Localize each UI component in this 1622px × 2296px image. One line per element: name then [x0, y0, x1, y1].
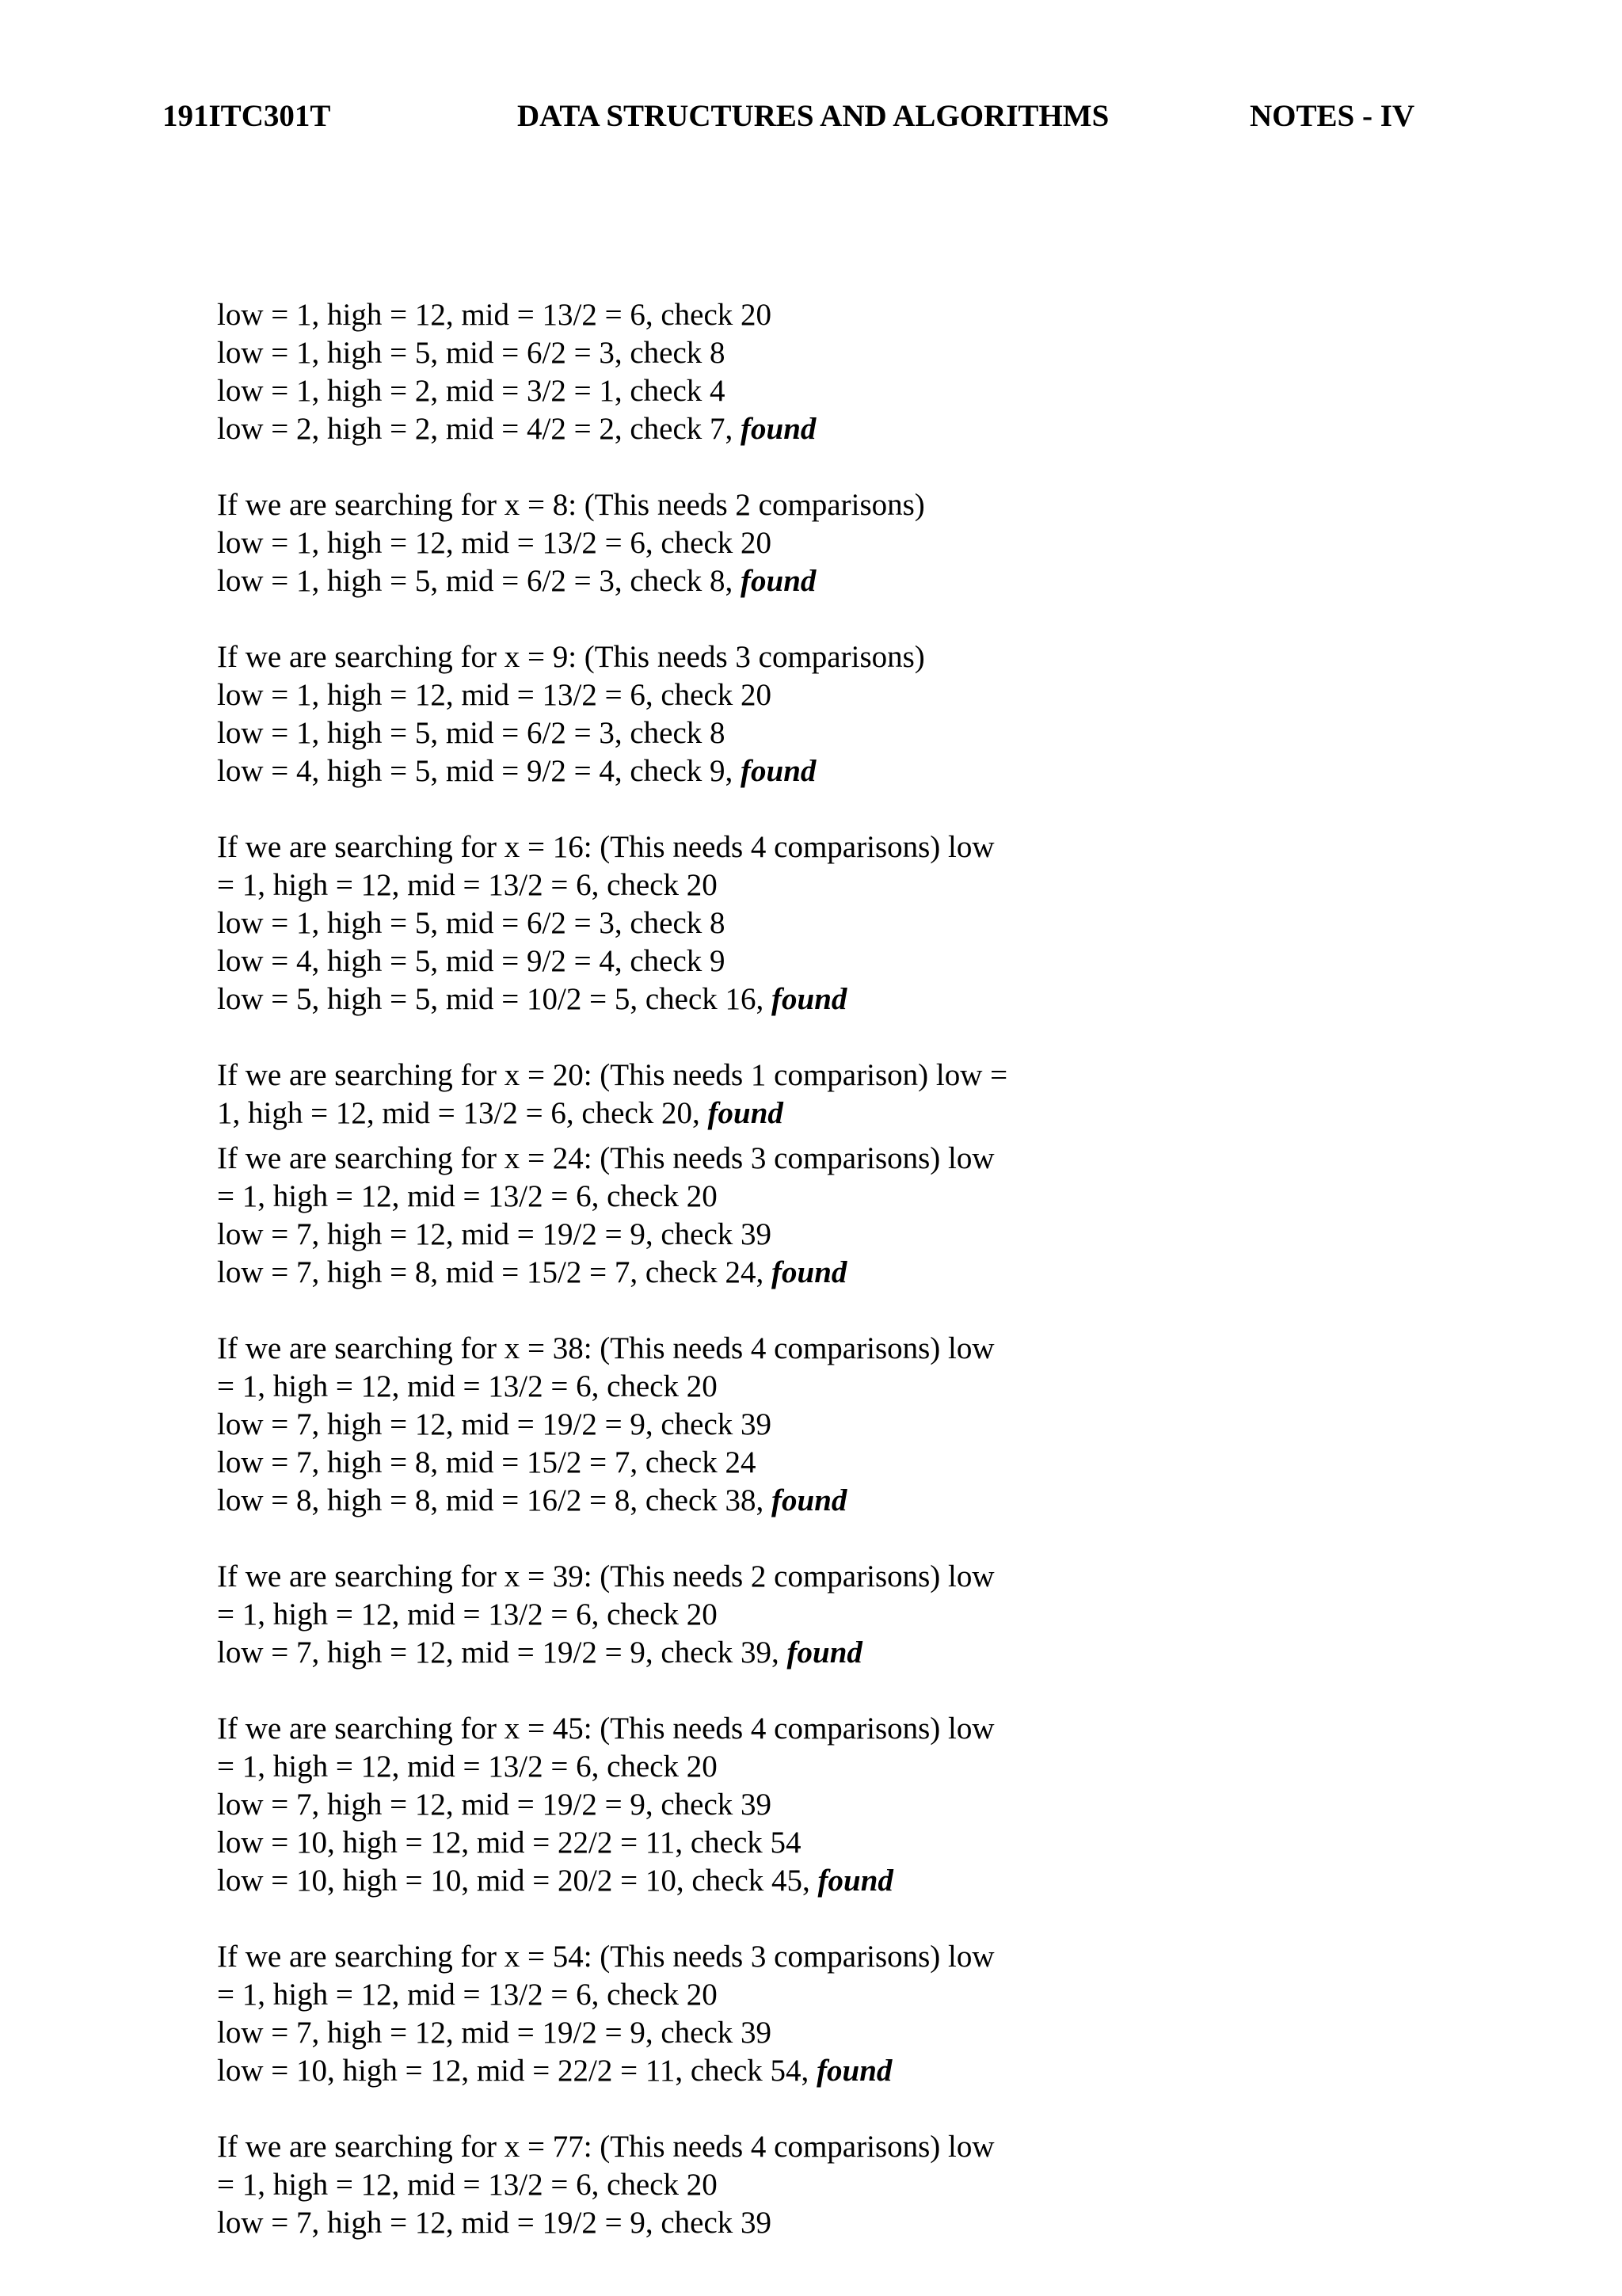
- trace-line: [217, 410, 1563, 448]
- trace-text: low = 1, high = 12, mid = 13/2 = 6, check 20: [217, 678, 772, 712]
- trace-text: low = 7, high = 12, mid = 19/2 = 9, check 39,: [217, 1635, 787, 1670]
- trace-text: If we are searching for x = 45: (This needs 4 comparisons) low: [217, 1712, 995, 1746]
- binary-search-trace: [217, 1710, 1563, 1900]
- trace-text: low = 10, high = 12, mid = 22/2 = 11, check 54,: [217, 2054, 817, 2088]
- binary-search-trace: [217, 828, 1563, 1019]
- trace-line: [217, 1482, 1563, 1520]
- found-marker: found: [771, 982, 847, 1016]
- found-marker: found: [771, 1255, 847, 1289]
- trace-text: low = 7, high = 12, mid = 19/2 = 9, check 39: [217, 1788, 772, 1822]
- trace-line: [217, 1254, 1563, 1292]
- found-marker: found: [741, 754, 817, 788]
- binary-search-trace: [217, 1558, 1563, 1672]
- trace-line: [217, 752, 1563, 790]
- trace-text: low = 8, high = 8, mid = 16/2 = 8, check 38,: [217, 1483, 772, 1517]
- trace-line: [217, 1216, 1563, 1254]
- trace-text: low = 1, high = 5, mid = 6/2 = 3, check 8,: [217, 564, 741, 598]
- trace-text: = 1, high = 12, mid = 13/2 = 6, check 20: [217, 1179, 718, 1213]
- trace-line: [217, 1330, 1563, 1368]
- trace-text: = 1, high = 12, mid = 13/2 = 6, check 20: [217, 1750, 718, 1784]
- found-marker: found: [741, 564, 817, 598]
- trace-line: [217, 1444, 1563, 1482]
- trace-line: [217, 1938, 1563, 1976]
- trace-line: [217, 1786, 1563, 1824]
- binary-search-trace: [217, 1057, 1563, 1133]
- trace-line: [217, 638, 1563, 676]
- trace-line: [217, 714, 1563, 752]
- trace-line: [217, 866, 1563, 904]
- found-marker: found: [771, 1483, 847, 1517]
- trace-line: [217, 2052, 1563, 2090]
- trace-text: = 1, high = 12, mid = 13/2 = 6, check 20: [217, 1978, 718, 2012]
- trace-line: [217, 296, 1563, 334]
- trace-line: [217, 2204, 1563, 2242]
- document-body: [217, 296, 1563, 2242]
- found-marker: found: [786, 1635, 862, 1670]
- trace-text: low = 7, high = 8, mid = 15/2 = 7, check 24: [217, 1445, 756, 1479]
- trace-line: [217, 486, 1563, 524]
- trace-text: = 1, high = 12, mid = 13/2 = 6, check 20: [217, 1369, 718, 1403]
- trace-line: [217, 828, 1563, 866]
- trace-line: [217, 2128, 1563, 2166]
- trace-text: = 1, high = 12, mid = 13/2 = 6, check 20: [217, 868, 718, 902]
- trace-line: [217, 372, 1563, 410]
- trace-text: 1, high = 12, mid = 13/2 = 6, check 20,: [217, 1096, 708, 1130]
- trace-line: [217, 1368, 1563, 1406]
- trace-line: [217, 676, 1563, 714]
- trace-text: low = 1, high = 2, mid = 3/2 = 1, check 4: [217, 374, 725, 408]
- found-marker: found: [817, 1864, 893, 1898]
- trace-line: [217, 980, 1563, 1019]
- trace-line: [217, 334, 1563, 372]
- binary-search-trace: [217, 486, 1563, 600]
- trace-text: If we are searching for x = 8: (This needs 2 comparisons): [217, 488, 925, 522]
- trace-text: If we are searching for x = 77: (This needs 4 comparisons) low: [217, 2130, 995, 2164]
- trace-text: low = 7, high = 12, mid = 19/2 = 9, check 39: [217, 2016, 772, 2050]
- binary-search-trace: [217, 638, 1563, 790]
- trace-text: If we are searching for x = 54: (This needs 3 comparisons) low: [217, 1940, 995, 1974]
- trace-text: low = 7, high = 12, mid = 19/2 = 9, check 39: [217, 1217, 772, 1251]
- binary-search-trace: [217, 296, 1563, 448]
- course-code: 191ITC301T: [162, 99, 331, 133]
- trace-line: [217, 1095, 1563, 1133]
- trace-text: = 1, high = 12, mid = 13/2 = 6, check 20: [217, 2168, 718, 2202]
- trace-line: [217, 1824, 1563, 1862]
- trace-text: If we are searching for x = 39: (This needs 2 comparisons) low: [217, 1559, 995, 1593]
- trace-line: [217, 1596, 1563, 1634]
- trace-text: low = 5, high = 5, mid = 10/2 = 5, check 16,: [217, 982, 772, 1016]
- trace-line: [217, 1140, 1563, 1178]
- trace-text: If we are searching for x = 38: (This needs 4 comparisons) low: [217, 1331, 995, 1365]
- trace-line: [217, 2014, 1563, 2052]
- notes-label: NOTES - IV: [1250, 99, 1415, 133]
- trace-line: [217, 942, 1563, 980]
- trace-line: [217, 1558, 1563, 1596]
- trace-text: low = 4, high = 5, mid = 9/2 = 4, check 9: [217, 944, 725, 978]
- binary-search-trace: [217, 1140, 1563, 1292]
- trace-line: [217, 1748, 1563, 1786]
- page-header: [0, 98, 1622, 143]
- trace-line: [217, 2166, 1563, 2204]
- trace-text: If we are searching for x = 16: (This needs 4 comparisons) low: [217, 830, 995, 864]
- trace-text: low = 2, high = 2, mid = 4/2 = 2, check 7,: [217, 412, 741, 446]
- trace-text: If we are searching for x = 24: (This needs 3 comparisons) low: [217, 1141, 995, 1175]
- trace-text: If we are searching for x = 20: (This needs 1 comparison) low =: [217, 1058, 1008, 1092]
- binary-search-trace: [217, 1330, 1563, 1520]
- trace-text: low = 1, high = 5, mid = 6/2 = 3, check 8: [217, 336, 725, 370]
- found-marker: found: [817, 2054, 893, 2088]
- binary-search-trace: [217, 1938, 1563, 2090]
- trace-line: [217, 904, 1563, 942]
- trace-line: [217, 1178, 1563, 1216]
- document-title: DATA STRUCTURES AND ALGORITHMS: [517, 99, 1110, 133]
- trace-text: low = 7, high = 8, mid = 15/2 = 7, check 24,: [217, 1255, 772, 1289]
- found-marker: found: [741, 412, 817, 446]
- trace-line: [217, 1710, 1563, 1748]
- trace-line: [217, 1862, 1563, 1900]
- trace-text: low = 1, high = 12, mid = 13/2 = 6, check 20: [217, 298, 772, 332]
- trace-text: = 1, high = 12, mid = 13/2 = 6, check 20: [217, 1597, 718, 1632]
- trace-line: [217, 562, 1563, 600]
- trace-text: If we are searching for x = 9: (This needs 3 comparisons): [217, 640, 925, 674]
- trace-line: [217, 1976, 1563, 2014]
- trace-text: low = 7, high = 12, mid = 19/2 = 9, check 39: [217, 1407, 772, 1441]
- trace-line: [217, 524, 1563, 562]
- trace-text: low = 10, high = 10, mid = 20/2 = 10, check 45,: [217, 1864, 818, 1898]
- trace-line: [217, 1634, 1563, 1672]
- trace-text: low = 1, high = 5, mid = 6/2 = 3, check 8: [217, 906, 725, 940]
- binary-search-trace: [217, 2128, 1563, 2242]
- trace-line: [217, 1057, 1563, 1095]
- trace-text: low = 10, high = 12, mid = 22/2 = 11, check 54: [217, 1826, 801, 1860]
- trace-text: low = 1, high = 12, mid = 13/2 = 6, check 20: [217, 526, 772, 560]
- trace-line: [217, 1406, 1563, 1444]
- found-marker: found: [707, 1096, 783, 1130]
- trace-text: low = 4, high = 5, mid = 9/2 = 4, check 9,: [217, 754, 741, 788]
- trace-text: low = 7, high = 12, mid = 19/2 = 9, check 39: [217, 2206, 772, 2240]
- trace-text: low = 1, high = 5, mid = 6/2 = 3, check 8: [217, 716, 725, 750]
